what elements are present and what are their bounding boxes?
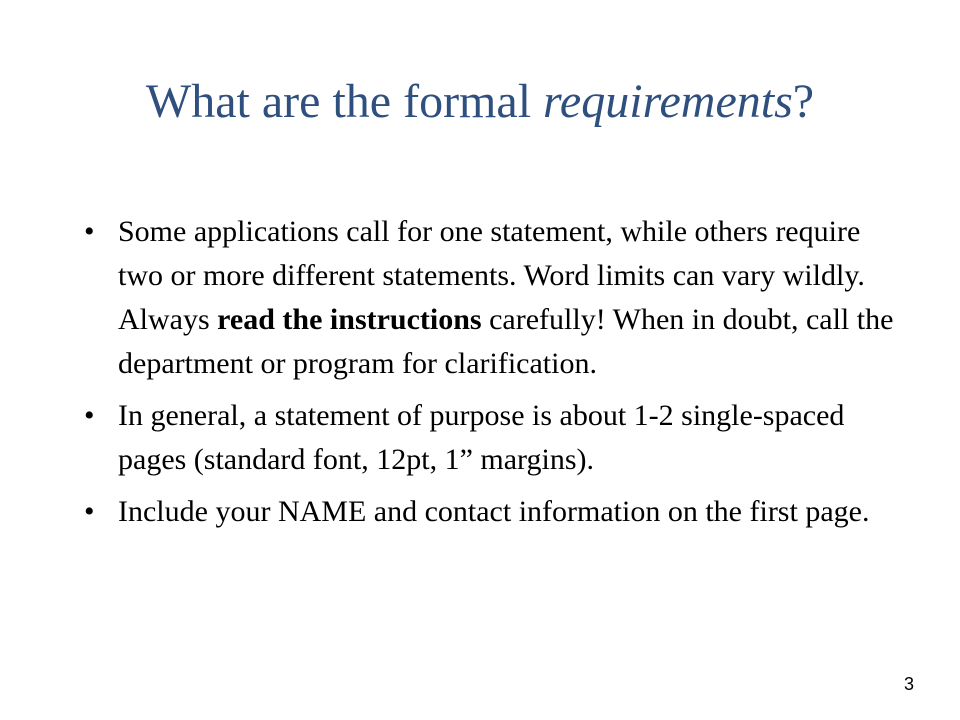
- slide-title: [0, 72, 960, 132]
- bullet-item: [80, 490, 910, 534]
- bullet-text-bold: read the instructions: [217, 303, 482, 336]
- bullet-icon: •: [84, 495, 95, 528]
- title-prefix: What are the formal: [145, 75, 544, 128]
- title-suffix: ?: [792, 75, 815, 128]
- bullet-icon: •: [84, 399, 95, 432]
- bullet-list: [80, 210, 910, 542]
- title-emphasis: requirements: [543, 75, 793, 128]
- bullet-text: [118, 215, 893, 380]
- page-number: 3: [903, 674, 914, 694]
- bullet-item: [80, 394, 910, 482]
- bullet-text-before: Some applications call for one statement, while others require two or more different statements. Word limits can vary wildly. Always: [118, 215, 865, 336]
- bullet-text-after: carefully! When in doubt, call the department or program for clarification.: [118, 303, 894, 380]
- bullet-text: In general, a statement of purpose is about 1-2 single-spaced pages (standard font, 12pt, 1” margins).: [118, 399, 845, 476]
- bullet-item: [80, 210, 910, 386]
- bullet-icon: •: [84, 215, 95, 248]
- bullet-text: Include your NAME and contact information on the first page.: [118, 495, 870, 528]
